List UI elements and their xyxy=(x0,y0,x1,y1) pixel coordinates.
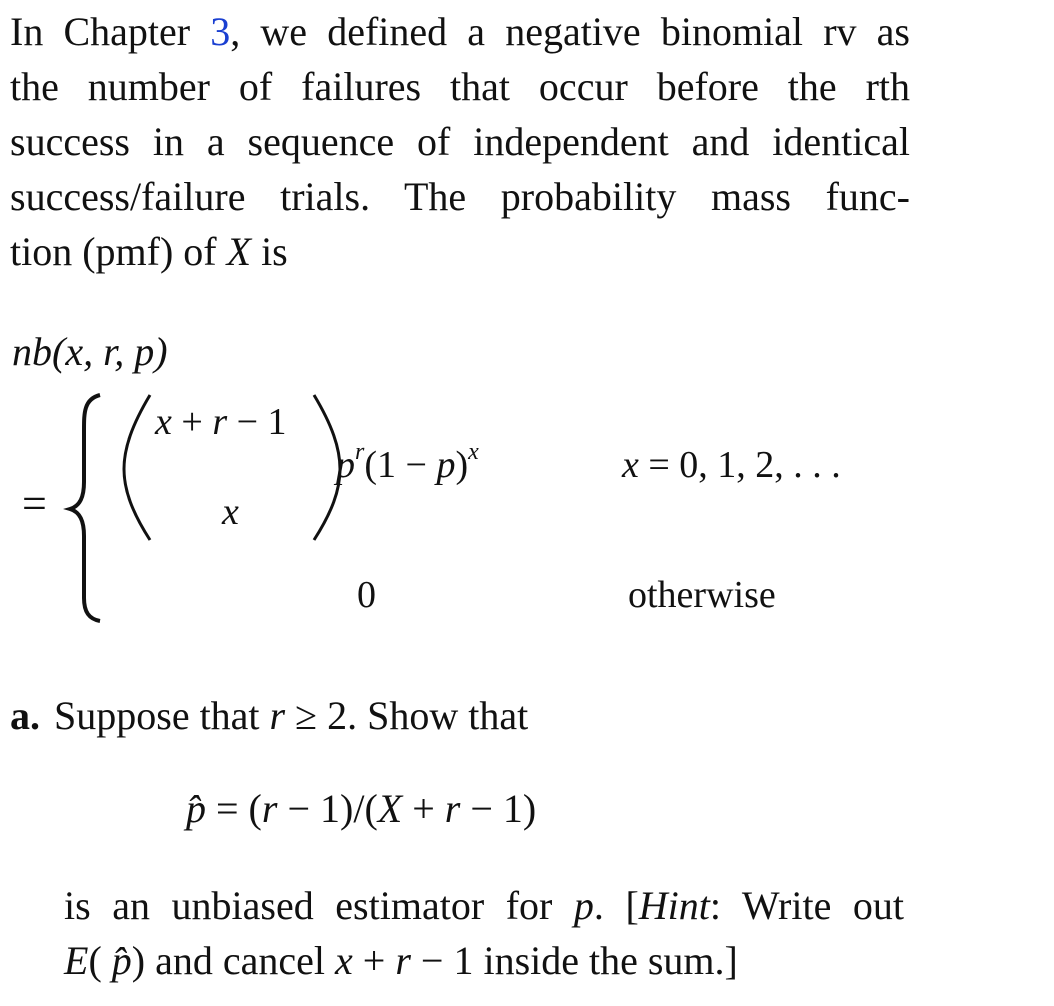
part-a-text-start: Suppose that xyxy=(54,693,270,738)
pmf-lhs: nb(x, r, p) xyxy=(12,329,168,374)
conclusion-var-p: p xyxy=(573,883,594,928)
case1-exponent-x: x xyxy=(468,439,479,466)
hint-label: Hint xyxy=(638,883,710,928)
conclusion-line-1-mid: . [ xyxy=(593,883,639,928)
part-a-prompt xyxy=(10,692,528,739)
case1-p: p xyxy=(336,444,355,486)
part-a-text-end: ≥ 2. Show that xyxy=(285,693,529,738)
binomial-top: x + r − 1 xyxy=(155,401,287,443)
conclusion-line-1-end: : Write out xyxy=(709,883,904,928)
chapter-link[interactable]: 3 xyxy=(210,9,231,54)
part-a-var-r: r xyxy=(269,693,286,738)
conclusion-line-2-end: inside the sum.] xyxy=(473,938,738,983)
case2-value: 0 xyxy=(357,574,376,616)
intro-line-5-end: is xyxy=(251,229,288,274)
conclusion-line-1-start: is an unbiased estimator for xyxy=(64,883,574,928)
intro-line-4: success/failure trials. The probability mass func- xyxy=(10,174,910,219)
random-variable-x: X xyxy=(226,229,252,274)
pmf-equals-sign: = xyxy=(22,479,47,528)
case1-expression: $p^r(1 - p)^x$ xyxy=(336,439,479,486)
conclusion-line-2: E( p̂) and cancel x + r − 1 inside the sum.] xyxy=(64,938,738,983)
intro-line-5-start: tion (pmf) of xyxy=(10,229,227,274)
estimator-formula: p̂ = (r − 1)/(X + r − 1) xyxy=(186,786,537,831)
case2-condition: otherwise xyxy=(628,574,776,616)
binomial-bottom: x xyxy=(222,491,239,533)
conclusion-line-2-start: and cancel xyxy=(145,938,335,983)
intro-line-1-start: In Chapter xyxy=(10,9,211,54)
piecewise-left-brace xyxy=(70,395,100,621)
intro-line-2: the number of failures that occur before the rth xyxy=(10,64,910,109)
case1-exponent-r: r xyxy=(355,439,365,466)
intro-line-1-end: , we defined a negative binomial rv as xyxy=(230,9,910,54)
case1-condition: x = 0, 1, 2, . . . xyxy=(622,444,841,486)
binomial-left-paren xyxy=(124,395,150,540)
part-a-label: a. xyxy=(10,693,40,738)
part-a-conclusion xyxy=(64,878,904,988)
intro-line-3: success in a sequence of independent and identical xyxy=(10,119,910,164)
conclusion-line-1 xyxy=(64,878,904,933)
